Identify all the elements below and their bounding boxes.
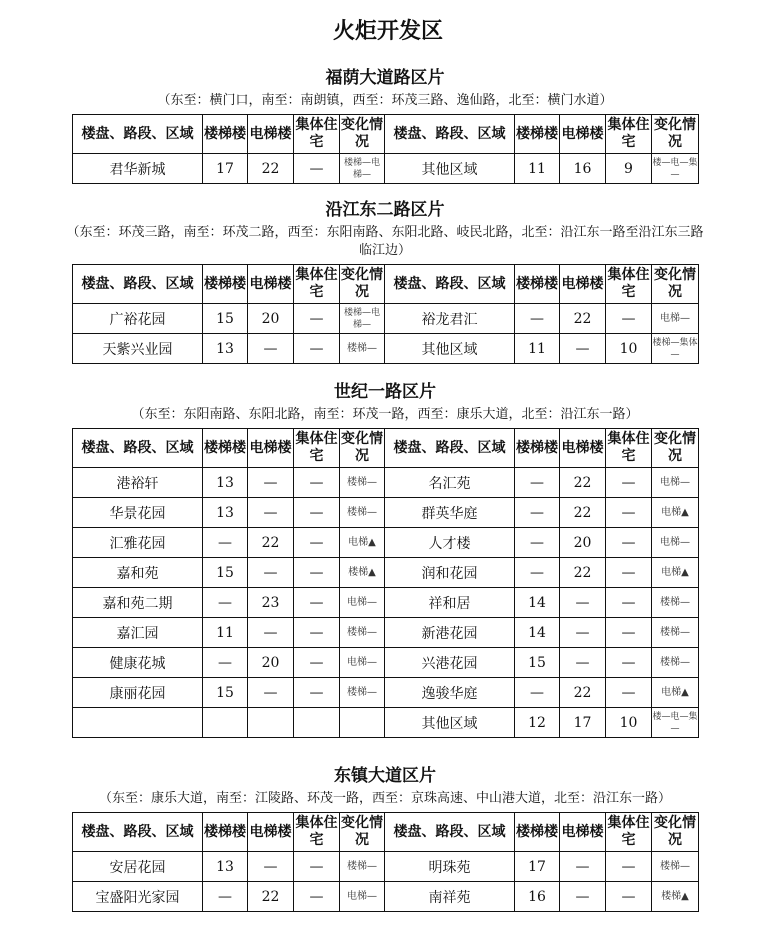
table-cell: — bbox=[560, 648, 606, 678]
table-row bbox=[73, 528, 699, 558]
table-cell: 20 bbox=[560, 528, 606, 558]
section-title: 世纪一路区片 bbox=[334, 382, 436, 402]
table-cell: 22 bbox=[248, 528, 294, 558]
column-header: 楼盘、路段、区域 bbox=[385, 429, 515, 468]
table-cell: — bbox=[515, 678, 560, 708]
table-cell: 康丽花园 bbox=[73, 678, 203, 708]
table-row bbox=[73, 678, 699, 708]
table-cell: 汇雅花园 bbox=[73, 528, 203, 558]
table-cell: 20 bbox=[248, 648, 294, 678]
table-cell: 12 bbox=[515, 708, 560, 738]
table-row bbox=[73, 468, 699, 498]
change-cell: 电梯— bbox=[652, 304, 699, 334]
table-cell: — bbox=[294, 468, 340, 498]
table-cell: 明珠苑 bbox=[385, 852, 515, 882]
price-table bbox=[72, 428, 699, 738]
column-header: 楼梯楼 bbox=[515, 813, 560, 852]
table-cell: 名汇苑 bbox=[385, 468, 515, 498]
table-row bbox=[73, 558, 699, 588]
table-row bbox=[73, 852, 699, 882]
district-section bbox=[72, 66, 698, 184]
column-header: 集体住宅 bbox=[606, 115, 652, 154]
table-cell: 逸骏华庭 bbox=[385, 678, 515, 708]
column-header: 电梯楼 bbox=[560, 265, 606, 304]
change-cell: 电梯▲ bbox=[652, 678, 699, 708]
change-cell: 电梯▲ bbox=[340, 528, 385, 558]
column-header: 集体住宅 bbox=[606, 429, 652, 468]
column-header: 电梯楼 bbox=[560, 813, 606, 852]
table-cell: — bbox=[203, 648, 248, 678]
column-header: 变化情况 bbox=[340, 115, 385, 154]
table-cell: — bbox=[606, 304, 652, 334]
table-cell: — bbox=[294, 528, 340, 558]
table-cell: 13 bbox=[203, 498, 248, 528]
column-header: 楼梯楼 bbox=[515, 265, 560, 304]
table-cell: — bbox=[294, 882, 340, 912]
table-cell bbox=[248, 708, 294, 738]
table-cell: 13 bbox=[203, 334, 248, 364]
price-table bbox=[72, 812, 699, 912]
column-header: 变化情况 bbox=[340, 429, 385, 468]
table-cell: 港裕轩 bbox=[73, 468, 203, 498]
table-cell: 14 bbox=[515, 618, 560, 648]
column-header: 集体住宅 bbox=[294, 429, 340, 468]
table-cell: 23 bbox=[248, 588, 294, 618]
table-cell: — bbox=[560, 334, 606, 364]
table-cell: 宝盛阳光家园 bbox=[73, 882, 203, 912]
table-cell: — bbox=[606, 528, 652, 558]
change-cell: 电梯— bbox=[340, 648, 385, 678]
change-cell bbox=[340, 708, 385, 738]
table-cell: 9 bbox=[606, 154, 652, 184]
table-cell: 人才楼 bbox=[385, 528, 515, 558]
table-row bbox=[73, 882, 699, 912]
table-cell: 南祥苑 bbox=[385, 882, 515, 912]
column-header: 变化情况 bbox=[652, 429, 699, 468]
table-cell: 15 bbox=[203, 558, 248, 588]
table-cell: 10 bbox=[606, 708, 652, 738]
column-header: 集体住宅 bbox=[294, 813, 340, 852]
table-cell: 10 bbox=[606, 334, 652, 364]
table-cell: 22 bbox=[248, 154, 294, 184]
change-cell: 楼梯—电梯— bbox=[340, 304, 385, 334]
table-cell: — bbox=[203, 882, 248, 912]
table-cell: — bbox=[606, 558, 652, 588]
column-header: 变化情况 bbox=[340, 265, 385, 304]
table-cell: — bbox=[606, 498, 652, 528]
table-cell: 15 bbox=[203, 304, 248, 334]
table-cell: 润和花园 bbox=[385, 558, 515, 588]
change-cell: 电梯▲ bbox=[652, 558, 699, 588]
table-cell: 嘉汇园 bbox=[73, 618, 203, 648]
column-header: 楼盘、路段、区域 bbox=[385, 115, 515, 154]
table-cell: — bbox=[294, 334, 340, 364]
column-header: 楼盘、路段、区域 bbox=[73, 429, 203, 468]
change-cell: 电梯▲ bbox=[652, 498, 699, 528]
column-header: 变化情况 bbox=[652, 265, 699, 304]
table-cell: — bbox=[515, 304, 560, 334]
change-cell: 楼梯—集体— bbox=[652, 334, 699, 364]
table-cell: 15 bbox=[515, 648, 560, 678]
table-cell: — bbox=[248, 852, 294, 882]
change-cell: 楼—电—集— bbox=[652, 708, 699, 738]
table-cell: — bbox=[515, 528, 560, 558]
column-header: 楼梯楼 bbox=[203, 265, 248, 304]
column-header: 集体住宅 bbox=[606, 813, 652, 852]
section-boundaries: （东至：横门口，南至：南朗镇，西至：环茂三路、逸仙路，北至：横门水道） bbox=[157, 93, 613, 108]
column-header: 电梯楼 bbox=[248, 429, 294, 468]
table-cell: 安居花园 bbox=[73, 852, 203, 882]
table-cell bbox=[203, 708, 248, 738]
price-table bbox=[72, 114, 699, 184]
table-cell: — bbox=[606, 618, 652, 648]
table-row bbox=[73, 618, 699, 648]
table-cell: — bbox=[560, 618, 606, 648]
table-cell: — bbox=[294, 678, 340, 708]
table-cell: 新港花园 bbox=[385, 618, 515, 648]
column-header: 楼梯楼 bbox=[203, 813, 248, 852]
column-header: 电梯楼 bbox=[560, 429, 606, 468]
table-cell: — bbox=[294, 154, 340, 184]
table-cell bbox=[73, 708, 203, 738]
change-cell: 楼—电—集— bbox=[652, 154, 699, 184]
table-cell: — bbox=[294, 558, 340, 588]
table-cell: 16 bbox=[515, 882, 560, 912]
table-cell: 其他区域 bbox=[385, 708, 515, 738]
column-header: 电梯楼 bbox=[560, 115, 606, 154]
column-header: 楼盘、路段、区域 bbox=[385, 813, 515, 852]
column-header: 楼盘、路段、区域 bbox=[385, 265, 515, 304]
table-cell: — bbox=[203, 528, 248, 558]
change-cell: 电梯— bbox=[340, 588, 385, 618]
table-cell: 15 bbox=[203, 678, 248, 708]
table-cell: — bbox=[203, 588, 248, 618]
table-cell: 17 bbox=[203, 154, 248, 184]
change-cell: 电梯— bbox=[652, 468, 699, 498]
table-cell: — bbox=[560, 588, 606, 618]
district-section bbox=[72, 380, 698, 738]
change-cell: 楼梯— bbox=[340, 618, 385, 648]
table-cell: 兴港花园 bbox=[385, 648, 515, 678]
table-cell: — bbox=[248, 678, 294, 708]
change-cell: 楼梯— bbox=[340, 498, 385, 528]
change-cell: 楼梯— bbox=[340, 852, 385, 882]
change-cell: 楼梯▲ bbox=[340, 558, 385, 588]
column-header: 变化情况 bbox=[340, 813, 385, 852]
table-row bbox=[73, 498, 699, 528]
table-cell: — bbox=[294, 588, 340, 618]
table-cell: — bbox=[248, 618, 294, 648]
column-header: 电梯楼 bbox=[248, 265, 294, 304]
table-cell: — bbox=[560, 852, 606, 882]
table-cell: 22 bbox=[560, 558, 606, 588]
table-cell: 17 bbox=[560, 708, 606, 738]
table-cell: — bbox=[294, 304, 340, 334]
table-cell: 天紫兴业园 bbox=[73, 334, 203, 364]
change-cell: 楼梯▲ bbox=[652, 882, 699, 912]
table-cell: 嘉和苑 bbox=[73, 558, 203, 588]
column-header: 楼梯楼 bbox=[203, 429, 248, 468]
change-cell: 楼梯— bbox=[340, 468, 385, 498]
table-cell: — bbox=[606, 852, 652, 882]
table-cell: 11 bbox=[203, 618, 248, 648]
table-cell: 22 bbox=[560, 498, 606, 528]
table-cell: — bbox=[606, 588, 652, 618]
column-header: 变化情况 bbox=[652, 115, 699, 154]
change-cell: 楼梯— bbox=[652, 588, 699, 618]
table-cell: 22 bbox=[560, 304, 606, 334]
change-cell: 楼梯— bbox=[652, 648, 699, 678]
change-cell: 楼梯— bbox=[340, 334, 385, 364]
table-cell: 裕龙君汇 bbox=[385, 304, 515, 334]
table-cell: 22 bbox=[248, 882, 294, 912]
table-cell: 华景花园 bbox=[73, 498, 203, 528]
table-cell: 11 bbox=[515, 154, 560, 184]
section-boundaries: （东至：康乐大道，南至：江陵路、环茂一路，西至：京珠高速、中山港大道，北至：沿江东一路） bbox=[98, 791, 671, 806]
table-cell: — bbox=[606, 468, 652, 498]
table-row bbox=[73, 334, 699, 364]
table-cell: — bbox=[606, 648, 652, 678]
column-header: 楼梯楼 bbox=[203, 115, 248, 154]
column-header: 楼梯楼 bbox=[515, 115, 560, 154]
table-cell: 17 bbox=[515, 852, 560, 882]
table-cell: 22 bbox=[560, 468, 606, 498]
table-cell: 其他区域 bbox=[385, 154, 515, 184]
table-cell: 16 bbox=[560, 154, 606, 184]
column-header: 集体住宅 bbox=[294, 115, 340, 154]
table-cell: — bbox=[294, 618, 340, 648]
table-cell: — bbox=[248, 498, 294, 528]
table-cell: 君华新城 bbox=[73, 154, 203, 184]
column-header: 楼盘、路段、区域 bbox=[73, 813, 203, 852]
table-cell: — bbox=[515, 558, 560, 588]
table-cell: — bbox=[515, 468, 560, 498]
section-title: 福荫大道路区片 bbox=[325, 68, 445, 88]
table-cell: 11 bbox=[515, 334, 560, 364]
table-cell: 广裕花园 bbox=[73, 304, 203, 334]
table-cell: — bbox=[606, 678, 652, 708]
column-header: 楼盘、路段、区域 bbox=[73, 265, 203, 304]
table-cell: 22 bbox=[560, 678, 606, 708]
table-cell: — bbox=[248, 558, 294, 588]
table-cell: 嘉和苑二期 bbox=[73, 588, 203, 618]
table-row bbox=[73, 648, 699, 678]
table-cell: — bbox=[515, 498, 560, 528]
section-title: 沿江东二路区片 bbox=[325, 200, 445, 220]
table-cell bbox=[294, 708, 340, 738]
column-header: 楼梯楼 bbox=[515, 429, 560, 468]
table-cell: — bbox=[606, 882, 652, 912]
price-table bbox=[72, 264, 699, 364]
table-cell: — bbox=[248, 334, 294, 364]
table-cell: 14 bbox=[515, 588, 560, 618]
table-row bbox=[73, 304, 699, 334]
table-row bbox=[73, 588, 699, 618]
table-cell: — bbox=[294, 648, 340, 678]
table-cell: 13 bbox=[203, 852, 248, 882]
section-boundaries: （东至：环茂三路，南至：环茂二路，西至：东阳南路、东阳北路、岐民北路，北至：沿江东一路至沿江东三路临江边） bbox=[66, 225, 704, 258]
table-cell: 群英华庭 bbox=[385, 498, 515, 528]
table-cell: — bbox=[248, 468, 294, 498]
column-header: 集体住宅 bbox=[294, 265, 340, 304]
table-row bbox=[73, 708, 699, 738]
table-row bbox=[73, 154, 699, 184]
district-section bbox=[66, 198, 704, 364]
table-cell: 13 bbox=[203, 468, 248, 498]
change-cell: 电梯— bbox=[652, 528, 699, 558]
column-header: 电梯楼 bbox=[248, 813, 294, 852]
change-cell: 楼梯— bbox=[340, 678, 385, 708]
table-cell: 健康花城 bbox=[73, 648, 203, 678]
column-header: 集体住宅 bbox=[606, 265, 652, 304]
table-cell: 其他区域 bbox=[385, 334, 515, 364]
column-header: 变化情况 bbox=[652, 813, 699, 852]
change-cell: 楼梯— bbox=[652, 852, 699, 882]
table-cell: — bbox=[294, 852, 340, 882]
change-cell: 楼梯—电梯— bbox=[340, 154, 385, 184]
column-header: 楼盘、路段、区域 bbox=[73, 115, 203, 154]
page-title: 火炬开发区 bbox=[332, 19, 443, 44]
table-cell: 祥和居 bbox=[385, 588, 515, 618]
change-cell: 楼梯— bbox=[652, 618, 699, 648]
district-section bbox=[72, 764, 698, 912]
table-cell: — bbox=[294, 498, 340, 528]
column-header: 电梯楼 bbox=[248, 115, 294, 154]
section-boundaries: （东至：东阳南路、东阳北路，南至：环茂一路，西至：康乐大道，北至：沿江东一路） bbox=[131, 407, 639, 422]
table-cell: — bbox=[560, 882, 606, 912]
change-cell: 电梯— bbox=[340, 882, 385, 912]
section-title: 东镇大道区片 bbox=[334, 766, 436, 786]
table-cell: 20 bbox=[248, 304, 294, 334]
